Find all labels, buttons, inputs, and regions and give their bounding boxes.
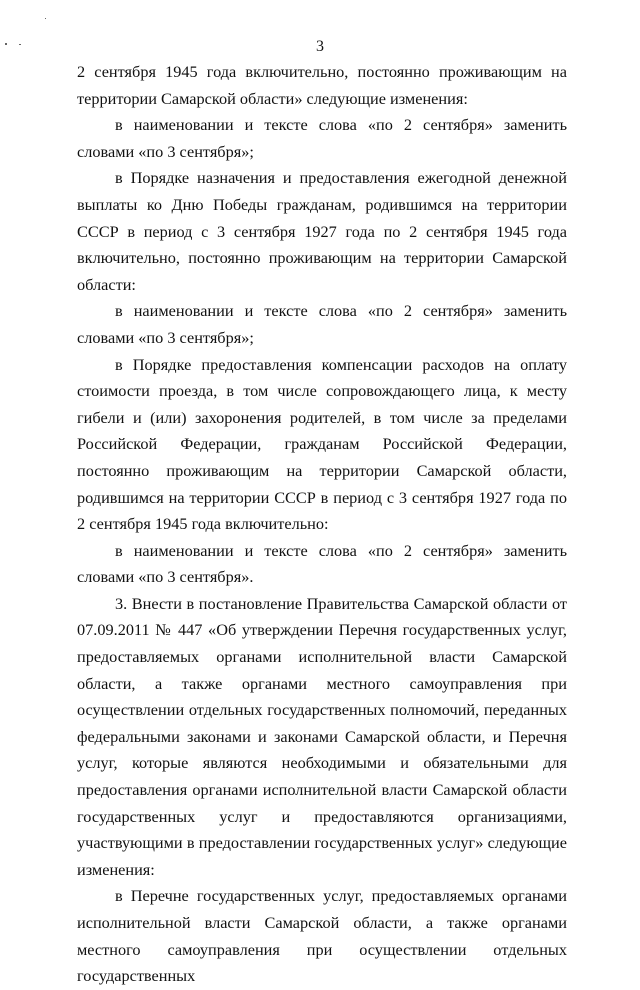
- document-body: [77, 59, 567, 990]
- paragraph: в наименовании и тексте слова «по 2 сентября» заменить словами «по 3 сентября».: [77, 540, 567, 587]
- paragraph: в наименовании и тексте слова «по 2 сентября» заменить словами «по 3 сентября»;: [77, 115, 567, 161]
- paragraph: 3. Внести в постановление Правительства Самарской области от 07.09.2011 № 447 «Об утверждении Перечня государственных услуг, предоставляемых органами исполнительной власти Самарской области, а также органами местного самоуправления при осуществлении отдельных государственных полномочий, переданных федеральными законами и законами Самарской области, и Перечня услуг, которые являются необходимыми и обязательными для предоставления органами исполнительной власти Самарской области государственных услуг и предоставляются организациями, участвующими в предоставлении государственных услуг» следующие изменения:: [77, 593, 567, 879]
- paragraph: 2 сентября 1945 года включительно, постоянно проживающим на территории Самарской области» следующие изменения:: [77, 62, 567, 108]
- paragraph: в наименовании и тексте слова «по 2 сентября» заменить словами «по 3 сентября»;: [77, 301, 567, 347]
- scan-speck: [45, 18, 46, 19]
- paragraph: в Порядке предоставления компенсации расходов на оплату стоимости проезда, в том числе сопровождающего лица, к месту гибели и (или) захоронения родителей, в том числе за пределами Российской Федерации, гражданам Российской Федерации, постоянно проживающим на территории Самарской области, родившимся на территории СССР в период с 3 сентября 1927 года по 2 сентября 1945 года включительно:: [77, 354, 567, 534]
- page-number: 3: [316, 38, 324, 55]
- paragraph: в Порядке назначения и предоставления ежегодной денежной выплаты ко Дню Победы гражданам, родившимся на территории СССР в период с 3 сентября 1927 года по 2 сентября 1945 года включительно, постоянно проживающим на территории Самарской области:: [77, 168, 567, 294]
- paragraph: в Перечне государственных услуг, предоставляемых органами исполнительной власти Самарской области, а также органами местного самоуправления при осуществлении отдельных государственных: [77, 886, 567, 986]
